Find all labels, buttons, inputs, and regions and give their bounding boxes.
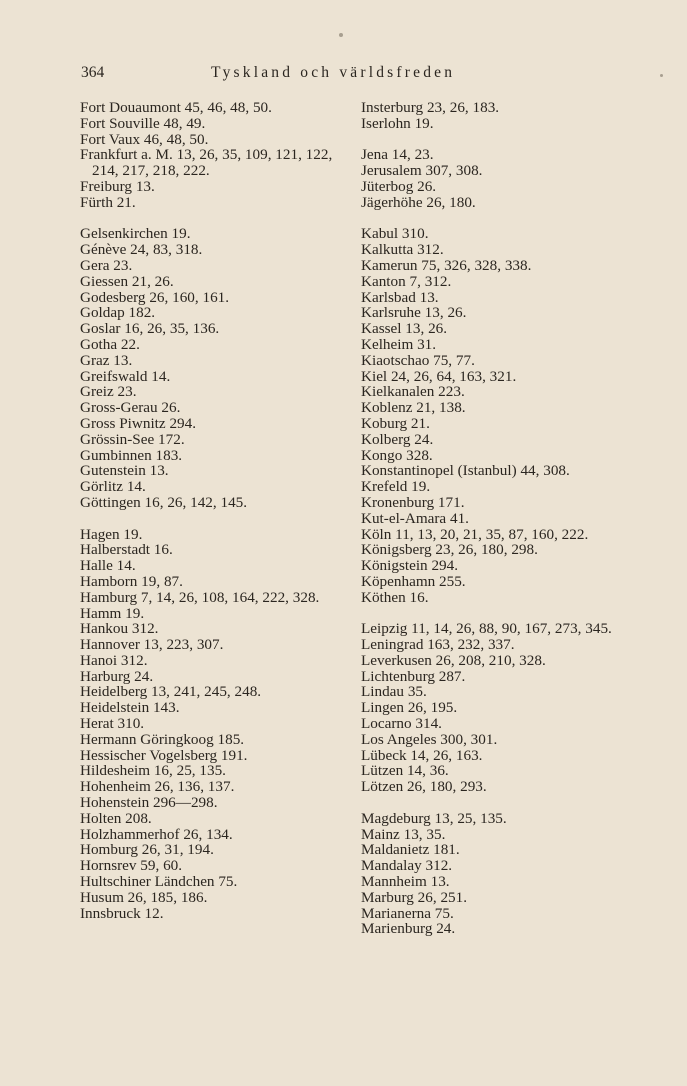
index-entry: Karlsbad 13. — [361, 288, 439, 306]
index-entry: Hohenheim 26, 136, 137. — [80, 778, 235, 796]
index-entry: Hamborn 19, 87. — [80, 572, 183, 590]
index-entry: Marianerna 75. — [361, 904, 454, 922]
index-entry: Köln 11, 13, 20, 21, 35, 87, 160, 222. — [361, 525, 589, 543]
index-entry: Marburg 26, 251. — [361, 888, 468, 906]
paper-spot — [660, 74, 663, 77]
index-entry: Hamburg 7, 14, 26, 108, 164, 222, 328. — [80, 588, 320, 606]
index-section — [80, 527, 350, 922]
index-entry: Leipzig 11, 14, 26, 88, 90, 167, 273, 345. — [361, 620, 612, 638]
index-entry: Fort Vaux 46, 48, 50. — [80, 130, 209, 148]
index-entry: Heidelstein 143. — [80, 699, 180, 717]
index-entry: Gera 23. — [80, 256, 133, 274]
index-entry: Kut-el-Amara 41. — [361, 509, 469, 527]
index-entry: Göttingen 16, 26, 142, 145. — [80, 493, 248, 511]
index-column-left — [80, 100, 350, 937]
index-section — [80, 100, 350, 211]
index-entry: Insterburg 23, 26, 183. — [361, 99, 500, 116]
index-entry: Godesberg 26, 160, 161. — [80, 288, 230, 306]
index-entry: Kelheim 31. — [361, 335, 437, 353]
index-entry: Lübeck 14, 26, 163. — [361, 746, 483, 764]
index-section — [361, 621, 631, 795]
index-entry: Gotha 22. — [80, 335, 140, 353]
index-entry: Halle 14. — [80, 557, 136, 575]
index-entry: Kiel 24, 26, 64, 163, 321. — [361, 367, 517, 385]
index-entry: Hildesheim 16, 25, 135. — [80, 762, 226, 780]
index-entry: Fürth 21. — [80, 193, 136, 211]
running-title: Tyskland och världsfreden — [211, 64, 456, 81]
index-entry: Fort Douaumont 45, 46, 48, 50. — [80, 99, 272, 116]
index-entry: Krefeld 19. — [361, 478, 431, 496]
index-entry: Lötzen 26, 180, 293. — [361, 778, 487, 796]
index-entry: Husum 26, 185, 186. — [80, 888, 208, 906]
index-entry: Konstantinopel (Istanbul) 44, 308. — [361, 462, 570, 480]
index-entry: Hankou 312. — [80, 620, 159, 638]
index-entry: Kiaotschao 75, 77. — [361, 351, 475, 369]
index-entry: Lichtenburg 287. — [361, 667, 466, 685]
index-entry: Königsberg 23, 26, 180, 298. — [361, 541, 538, 559]
index-entry: Harburg 24. — [80, 667, 154, 685]
index-entry: Kielkanalen 223. — [361, 383, 465, 401]
index-entry: Mandalay 312. — [361, 857, 453, 875]
index-entry: Herat 310. — [80, 715, 145, 733]
index-entry: Goslar 16, 26, 35, 136. — [80, 320, 220, 338]
page-number: 364 — [81, 64, 105, 81]
index-section — [361, 147, 631, 210]
index-entry: Mainz 13, 35. — [361, 825, 446, 843]
index-entry: Koburg 21. — [361, 414, 430, 432]
index-section — [361, 226, 631, 605]
index-entry: Gumbinnen 183. — [80, 446, 183, 464]
index-entry: Gutenstein 13. — [80, 462, 169, 480]
index-entry: Jägerhöhe 26, 180. — [361, 193, 476, 211]
index-entry: Locarno 314. — [361, 715, 442, 733]
index-entry: Kamerun 75, 326, 328, 338. — [361, 256, 532, 274]
index-entry: Kassel 13, 26. — [361, 320, 448, 338]
index-entry: Greiz 23. — [80, 383, 137, 401]
index-entry: Grössin-See 172. — [80, 430, 185, 448]
index-entry: Hanoi 312. — [80, 651, 148, 669]
index-entry: Lingen 26, 195. — [361, 699, 458, 717]
index-entry: Hermann Göringkoog 185. — [80, 730, 245, 748]
index-entry: Hagen 19. — [80, 525, 143, 543]
index-section — [361, 811, 631, 937]
paper-spot — [339, 33, 343, 37]
page-header — [81, 64, 501, 88]
index-entry: Mannheim 13. — [361, 873, 450, 891]
index-entry: Gross Piwnitz 294. — [80, 414, 197, 432]
index-entry: Génève 24, 83, 318. — [80, 241, 203, 259]
index-entry: Hohenstein 296—298. — [80, 794, 218, 812]
index-column-right — [361, 100, 631, 953]
index-entry: Marienburg 24. — [361, 920, 456, 938]
index-entry: Lindau 35. — [361, 683, 427, 701]
index-entry: Hornsrev 59, 60. — [80, 857, 183, 875]
index-entry: Kanton 7, 312. — [361, 272, 452, 290]
index-entry: Hannover 13, 223, 307. — [80, 636, 224, 654]
index-entry: Los Angeles 300, 301. — [361, 730, 498, 748]
index-entry: Kolberg 24. — [361, 430, 434, 448]
index-entry: Maldanietz 181. — [361, 841, 460, 859]
index-entry: Jerusalem 307, 308. — [361, 162, 483, 180]
index-entry: Innsbruck 12. — [80, 904, 164, 922]
index-entry: Giessen 21, 26. — [80, 272, 174, 290]
index-entry: Heidelberg 13, 241, 245, 248. — [80, 683, 262, 701]
index-entry: Koblenz 21, 138. — [361, 399, 466, 417]
index-entry: Köthen 16. — [361, 588, 429, 606]
index-entry: Leverkusen 26, 208, 210, 328. — [361, 651, 546, 669]
index-entry: Freiburg 13. — [80, 177, 155, 195]
index-entry: Kronenburg 171. — [361, 493, 465, 511]
index-entry: Iserlohn 19. — [361, 114, 434, 132]
index-entry: Kongo 328. — [361, 446, 433, 464]
index-entry: Gelsenkirchen 19. — [80, 225, 191, 243]
index-entry: Holten 208. — [80, 809, 152, 827]
index-entry: Köpenhamn 255. — [361, 572, 466, 590]
index-entry: Hultschiner Ländchen 75. — [80, 873, 238, 891]
index-entry: Hamm 19. — [80, 604, 145, 622]
index-entry: Frankfurt a. M. 13, 26, 35, 109, 121, 122, 214, 217, 218, 222. — [80, 146, 333, 180]
index-entry: Lützen 14, 36. — [361, 762, 449, 780]
index-entry: Halberstadt 16. — [80, 541, 173, 559]
index-entry: Kabul 310. — [361, 225, 429, 243]
index-entry: Gross-Gerau 26. — [80, 399, 181, 417]
index-entry: Greifswald 14. — [80, 367, 171, 385]
index-entry: Hessischer Vogelsberg 191. — [80, 746, 248, 764]
index-entry: Jena 14, 23. — [361, 146, 434, 164]
index-entry: Königstein 294. — [361, 557, 459, 575]
index-entry: Goldap 182. — [80, 304, 156, 322]
index-entry: Graz 13. — [80, 351, 133, 369]
index-entry: Holzhammerhof 26, 134. — [80, 825, 233, 843]
index-entry: Jüterbog 26. — [361, 177, 437, 195]
index-entry: Kalkutta 312. — [361, 241, 444, 259]
index-entry: Fort Souville 48, 49. — [80, 114, 206, 132]
index-entry: Homburg 26, 31, 194. — [80, 841, 214, 859]
index-section — [80, 226, 350, 510]
index-entry: Karlsruhe 13, 26. — [361, 304, 467, 322]
index-section — [361, 100, 631, 132]
index-entry: Görlitz 14. — [80, 478, 146, 496]
index-entry: Magdeburg 13, 25, 135. — [361, 809, 507, 827]
index-entry: Leningrad 163, 232, 337. — [361, 636, 515, 654]
